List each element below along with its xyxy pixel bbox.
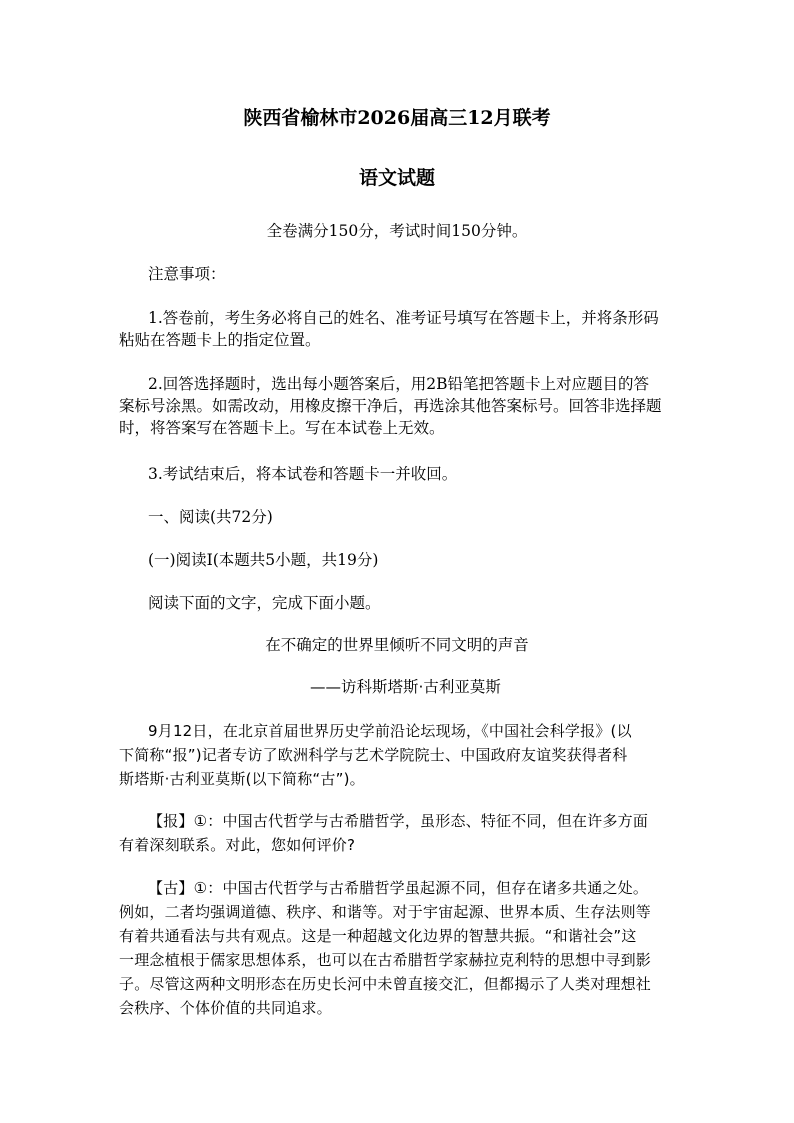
notice-item-3 (119, 463, 679, 485)
article-intro-line-2: 下简称“报”)记者专访了欧洲科学与艺术学院院士、中国政府友谊奖获得者科 (119, 746, 628, 764)
question-1 (119, 809, 679, 857)
article-subtitle: ——访科斯塔斯·古利亚莫斯 (310, 678, 501, 696)
section-heading-text: 一、阅读(共72分) (148, 508, 273, 526)
notice-item-2-line-1: 2.回答选择题时，选出每小题答案后，用2B铅笔把答题卡上对应题目的答 (148, 375, 650, 393)
article-intro-line-3: 斯塔斯·古利亚莫斯(以下简称“古”)。 (119, 770, 365, 788)
notice-item-2-line-2: 案标号涂黑。如需改动，用橡皮擦干净后，再选涂其他答案标号。回答非选择题 (119, 397, 662, 415)
notice-item-1 (119, 307, 679, 351)
notice-heading (119, 263, 679, 285)
article-intro-line-1: 9月12日，在北京首届世界历史学前沿论坛现场，《中国社会科学报》(以 (148, 722, 632, 740)
question-1-line-1: 【报】①：中国古代哲学与古希腊哲学，虽形态、特征不同，但在许多方面 (148, 812, 649, 830)
answer-1-line-5: 子。尽管这两种文明形态在历史长河中未曾直接交汇，但都揭示了人类对理想社 (119, 975, 652, 993)
notice-item-1-line-1: 1.答卷前，考生务必将自己的姓名、准考证号填写在答题卡上，并将条形码 (148, 309, 659, 327)
article-title: 在不确定的世界里倾听不同文明的声音 (265, 636, 529, 654)
reading-instruction-text: 阅读下面的文字，完成下面小题。 (148, 594, 381, 612)
answer-1-line-4: 一理念植根于儒家思想体系，也可以在古希腊哲学家赫拉克利特的思想中寻到影 (119, 951, 652, 969)
answer-1-line-3: 有着共通看法与共有观点。这是一种超越文化边界的智慧共振。“和谐社会”这 (119, 927, 637, 945)
section-heading (119, 506, 679, 528)
question-1-line-2: 有着深刻联系。对此，您如何评价? (119, 836, 356, 854)
document-title: 陕西省榆林市2026届高三12月联考 (243, 107, 551, 129)
notice-item-2-line-3: 时，将答案写在答题卡上。写在本试卷上无效。 (119, 419, 445, 437)
article-intro (119, 719, 679, 791)
notice-item-3-line-1: 3.考试结束后，将本试卷和答题卡一并收回。 (148, 465, 458, 483)
answer-1-line-6: 会秩序、个体价值的共同追求。 (119, 999, 332, 1017)
notice-item-1-line-2: 粘贴在答题卡上的指定位置。 (119, 331, 321, 349)
subsection-heading-text: (一)阅读Ⅰ(本题共5小题，共19分) (148, 551, 379, 569)
subsection-heading (119, 549, 679, 571)
subject-title: 语文试题 (358, 167, 435, 189)
answer-1 (119, 876, 679, 1020)
answer-1-line-1: 【古】①：中国古代哲学与古希腊哲学虽起源不同，但存在诸多共通之处。 (148, 879, 649, 897)
reading-instruction (119, 592, 679, 614)
notice-heading-text: 注意事项： (148, 265, 226, 283)
notice-item-2 (119, 373, 679, 439)
exam-info: 全卷满分150分，考试时间150分钟。 (266, 222, 528, 240)
answer-1-line-2: 例如，二者均强调道德、秩序、和谐等。对于宇宙起源、世界本质、生存法则等 (119, 903, 652, 921)
